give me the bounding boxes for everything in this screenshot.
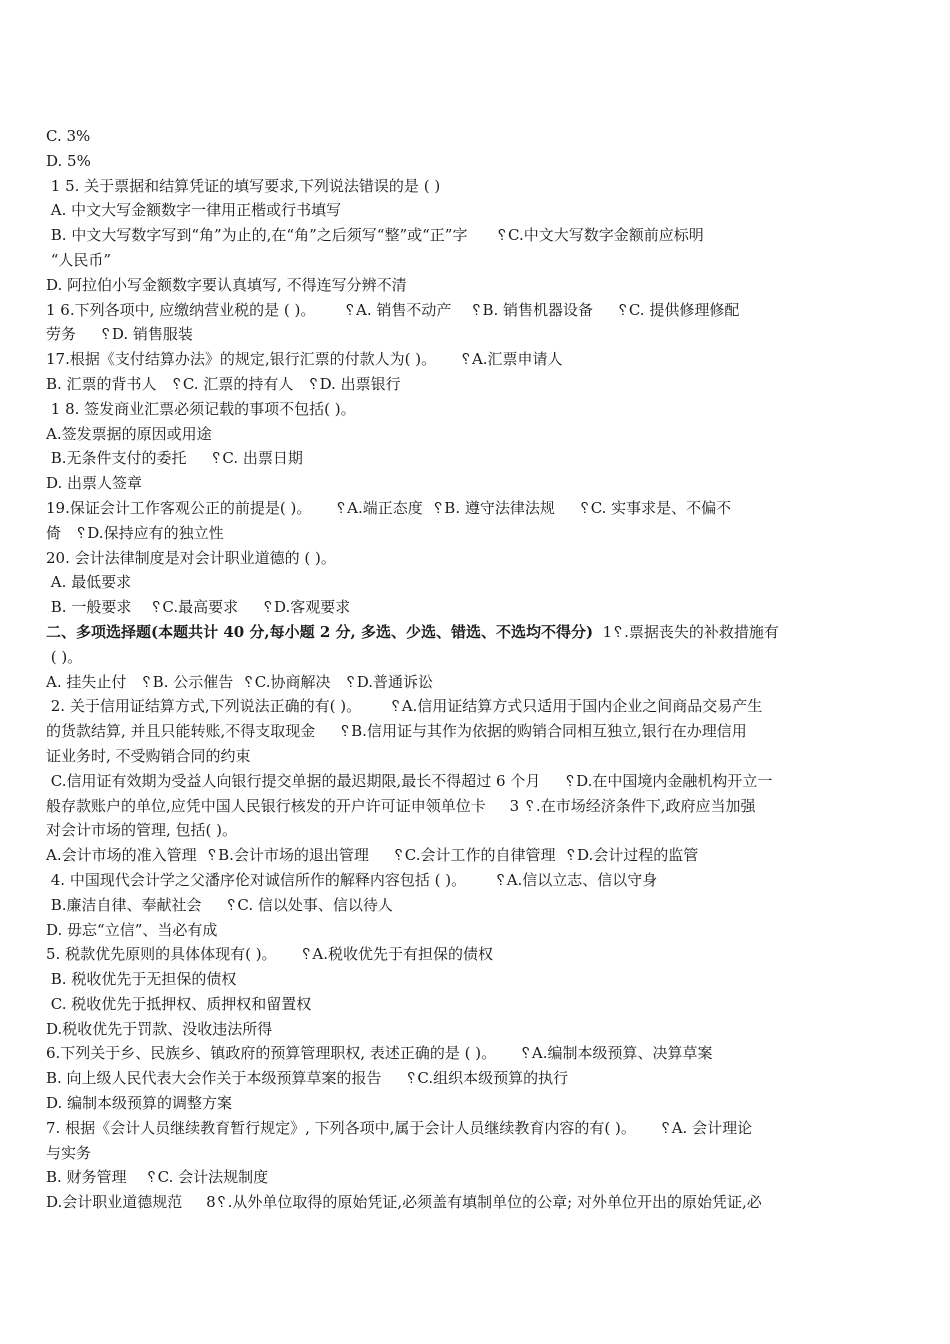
text-line: A.会计市场的准入管理 ␦B.会计市场的退出管理 ␦C.会计工作的自律管理 ␦D.会计过程的监管	[46, 846, 699, 865]
text-line: A.签发票据的原因或用途	[46, 424, 212, 443]
text-line: C. 3%	[46, 127, 91, 145]
text-line: “人民币”	[46, 250, 112, 269]
text-line: D.会计职业道德规范 8␦.从外单位取得的原始凭证,必须盖有填制单位的公章; 对外单位开出的原始凭证,必	[46, 1193, 762, 1212]
section-heading-line	[46, 620, 912, 645]
text-line: 的货款结算, 并且只能转账,不得支取现金 ␦B.信用证与其作为依据的购销合同相互独立,银行在办理信用	[46, 722, 747, 741]
text-line: 1 8. 签发商业汇票必须记载的事项不包括( )。	[46, 399, 356, 418]
text-line: D.税收优先于罚款、没收违法所得	[46, 1019, 273, 1038]
text-line: C.信用证有效期为受益人向银行提交单据的最迟期限,最长不得超过 6 个月 ␦D.在中国境内金融机构开立一	[46, 771, 773, 790]
text-line: B. 一般要求 ␦C.最高要求 ␦D.客观要求	[46, 598, 351, 617]
text-line: 1 5. 关于票据和结算凭证的填写要求,下列说法错误的是 ( )	[46, 176, 441, 195]
text-line: B. 中文大写数字写到“角”为止的,在“角”之后须写“整”或“正”字 ␦C.中文大写数字金额前应标明	[46, 226, 704, 245]
text-line: 般存款账户的单位,应凭中国人民银行核发的开户许可证申领单位卡 3 ␦.在市场经济条件下,政府应当加强	[46, 796, 756, 815]
text-line: A. 中文大写金额数字一律用正楷或行书填写	[46, 201, 342, 220]
text-line: 6.下列关于乡、民族乡、镇政府的预算管理职权, 表述正确的是 ( )。 ␦A.编制本级预算、决算草案	[46, 1044, 713, 1063]
text-line: 20. 会计法律制度是对会计职业道德的 ( )。	[46, 548, 336, 567]
text-line: B.廉洁自律、奉献社会 ␦C. 信以处事、信以待人	[46, 895, 393, 914]
text-line: 倚 ␦D.保持应有的独立性	[46, 523, 224, 542]
text-line: A. 最低要求	[46, 573, 132, 592]
text-line: ( )。	[46, 647, 83, 666]
section-heading: 二、多项选择题(本题共计 40 分,每小题 2 分, 多选、少选、错选、不选均不得分)	[46, 622, 594, 641]
text-line: 17.根据《支付结算办法》的规定,银行汇票的付款人为( )。 ␦A.汇票申请人	[46, 350, 563, 369]
text-line: D. 编制本级预算的调整方案	[46, 1094, 233, 1113]
text-line: 对会计市场的管理, 包括( )。	[46, 821, 238, 840]
text-line: 4. 中国现代会计学之父潘序伦对诚信所作的解释内容包括 ( )。 ␦A.信以立志、信以守身	[46, 870, 658, 889]
text-line: B. 财务管理 ␦C. 会计法规制度	[46, 1168, 269, 1187]
text-line: 7. 根据《会计人员继续教育暂行规定》, 下列各项中,属于会计人员继续教育内容的有( )。 ␦A. 会计理论	[46, 1118, 753, 1137]
text-line: 5. 税款优先原则的具体体现有( )。 ␦A.税收优先于有担保的债权	[46, 945, 493, 964]
text-line: D. 毋忘“立信”、当必有成	[46, 920, 218, 939]
text-line: C. 税收优先于抵押权、质押权和留置权	[46, 994, 312, 1013]
text-line: 与实务	[46, 1143, 92, 1162]
text-line: 劳务 ␦D. 销售服装	[46, 325, 193, 344]
text-line: B. 汇票的背书人 ␦C. 汇票的持有人 ␦D. 出票银行	[46, 374, 401, 393]
text-line: B. 税收优先于无担保的债权	[46, 970, 237, 989]
text-fragment: 1␦.票据丧失的补救措施有	[593, 622, 779, 641]
text-line: D. 出票人签章	[46, 474, 143, 493]
text-line: 1 6.下列各项中, 应缴纳营业税的是 ( )。 ␦A. 销售不动产 ␦B. 销售机器设备 ␦C. 提供修理修配	[46, 300, 740, 319]
text-line: 19.保证会计工作客观公正的前提是( )。 ␦A.端正态度 ␦B. 遵守法律法规 ␦C. 实事求是、不偏不	[46, 498, 732, 517]
text-line: D. 阿拉伯小写金额数字要认真填写, 不得连写分辨不清	[46, 275, 407, 294]
text-line: 2. 关于信用证结算方式,下列说法正确的有( )。 ␦A.信用证结算方式只适用于国内企业之间商品交易产生	[46, 697, 763, 716]
text-line: A. 挂失止付 ␦B. 公示催告 ␦C.协商解决 ␦D.普通诉讼	[46, 672, 434, 691]
text-line: D. 5%	[46, 151, 91, 170]
text-line: B. 向上级人民代表大会作关于本级预算草案的报告 ␦C.组织本级预算的执行	[46, 1069, 569, 1088]
document-page	[46, 124, 912, 1215]
text-line: B.无条件支付的委托 ␦C. 出票日期	[46, 449, 303, 468]
text-line: 证业务时, 不受购销合同的约束	[46, 746, 251, 765]
